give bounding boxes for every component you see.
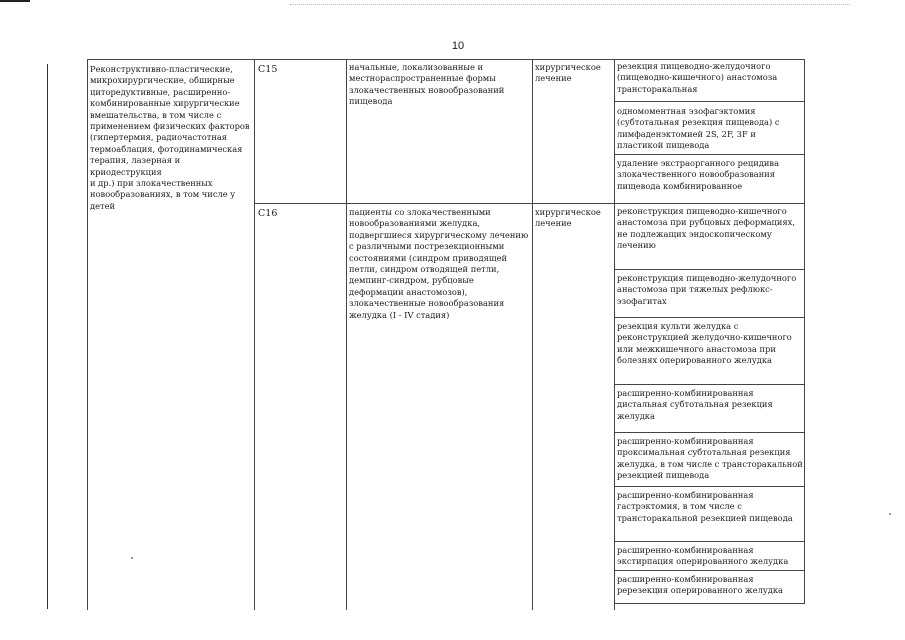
method-divider bbox=[614, 269, 805, 270]
treatment-method-cell: резекция пищеводно-желудочного (пищеводно-кишечного) анастомоза трансторакальная bbox=[617, 61, 778, 94]
treatment-method-cell: расширенно-комбинированная экстирпация оперированного желудка bbox=[617, 545, 789, 567]
scan-edge-mark bbox=[0, 0, 30, 2]
patient-model-cell: пациенты со злокачественными новообразованиями желудка, подвергшиеся хирургическому лечению с различными пострезекционными состояниями (синдром приводящей петли, синдром отводящей петли, демпинг-синдром, рубцовые деформации анастомозов), злокачественные новообразования желудка (I - IV стадия) bbox=[349, 207, 529, 320]
page-number: 10 bbox=[451, 40, 465, 52]
column-divider-1 bbox=[254, 59, 255, 610]
method-divider bbox=[614, 384, 805, 385]
method-divider bbox=[614, 154, 805, 155]
treatment-method-cell: резекция культи желудка с реконструкцией желудочно-кишечного или межкишечного анастомоза при болезнях оперированного желудка bbox=[617, 321, 792, 366]
diagnosis-code-cell: C15 bbox=[258, 64, 278, 75]
method-divider bbox=[614, 570, 805, 571]
scan-speck bbox=[131, 557, 133, 559]
treatment-type-cell: хирургическое лечение bbox=[535, 62, 601, 84]
method-divider bbox=[614, 317, 805, 318]
method-divider bbox=[614, 541, 805, 542]
group-divider bbox=[254, 203, 805, 204]
treatment-method-cell: удаление экстраорганного рецидива злокачественного новообразования пищевода комбинированное bbox=[617, 158, 780, 191]
left-margin-rule bbox=[47, 64, 48, 609]
column-divider-2 bbox=[346, 59, 347, 610]
treatment-method-cell: одномоментная эзофагэктомия (субтотальная резекция пищевода) с лимфаденэктомией 2S, 2F, 3F и пластикой пищевода bbox=[617, 106, 780, 151]
method-divider bbox=[614, 603, 805, 604]
table-border-left bbox=[87, 59, 88, 610]
treatment-method-cell: реконструкция пищеводно-кишечного анастомоза при рубцовых деформациях, не подлежащих эндоскопическому лечению bbox=[617, 206, 795, 251]
treatment-method-cell: расширенно-комбинированная ререзекция оперированного желудка bbox=[617, 574, 783, 596]
method-divider bbox=[614, 486, 805, 487]
treatment-method-cell: расширенно-комбинированная проксимальная субтотальная резекция желудка, в том числе с трансторакальной резекцией пищевода bbox=[617, 436, 803, 481]
treatment-method-cell: реконструкция пищеводно-желудочного анастомоза при тяжелых рефлюкс- эзофагитах bbox=[617, 273, 797, 306]
treatment-type-cell: хирургическое лечение bbox=[535, 207, 601, 229]
diagnosis-code-cell: C16 bbox=[258, 208, 278, 219]
column-divider-3 bbox=[532, 59, 533, 610]
intervention-type-cell: Реконструктивно-пластические, микрохирургические, обширные циторедуктивные, расширенно- комбинированные хирургические вмешательства, в том числе с применением физических факторов (гипертермия, радиочастотная термоаблация, фотодинамическая терапия, лазерная и криодеструкция и др.) при злокачественных новообразованиях, в том числе у детей bbox=[90, 64, 250, 211]
table-top-border bbox=[87, 59, 805, 60]
treatment-method-cell: расширенно-комбинированная гастрэктомия, в том числе с трансторакальной резекцией пищевода bbox=[617, 490, 793, 523]
scan-speck bbox=[889, 513, 891, 515]
method-divider bbox=[614, 432, 805, 433]
method-divider bbox=[614, 101, 805, 102]
scan-top-dotted-line bbox=[290, 4, 850, 5]
patient-model-cell: начальные, локализованные и местнораспространенные формы злокачественных новообразований пищевода bbox=[349, 62, 505, 107]
table-border-right bbox=[804, 59, 805, 604]
column-divider-4 bbox=[614, 59, 615, 610]
treatment-method-cell: расширенно-комбинированная дистальная субтотальная резекция желудка bbox=[617, 388, 773, 421]
